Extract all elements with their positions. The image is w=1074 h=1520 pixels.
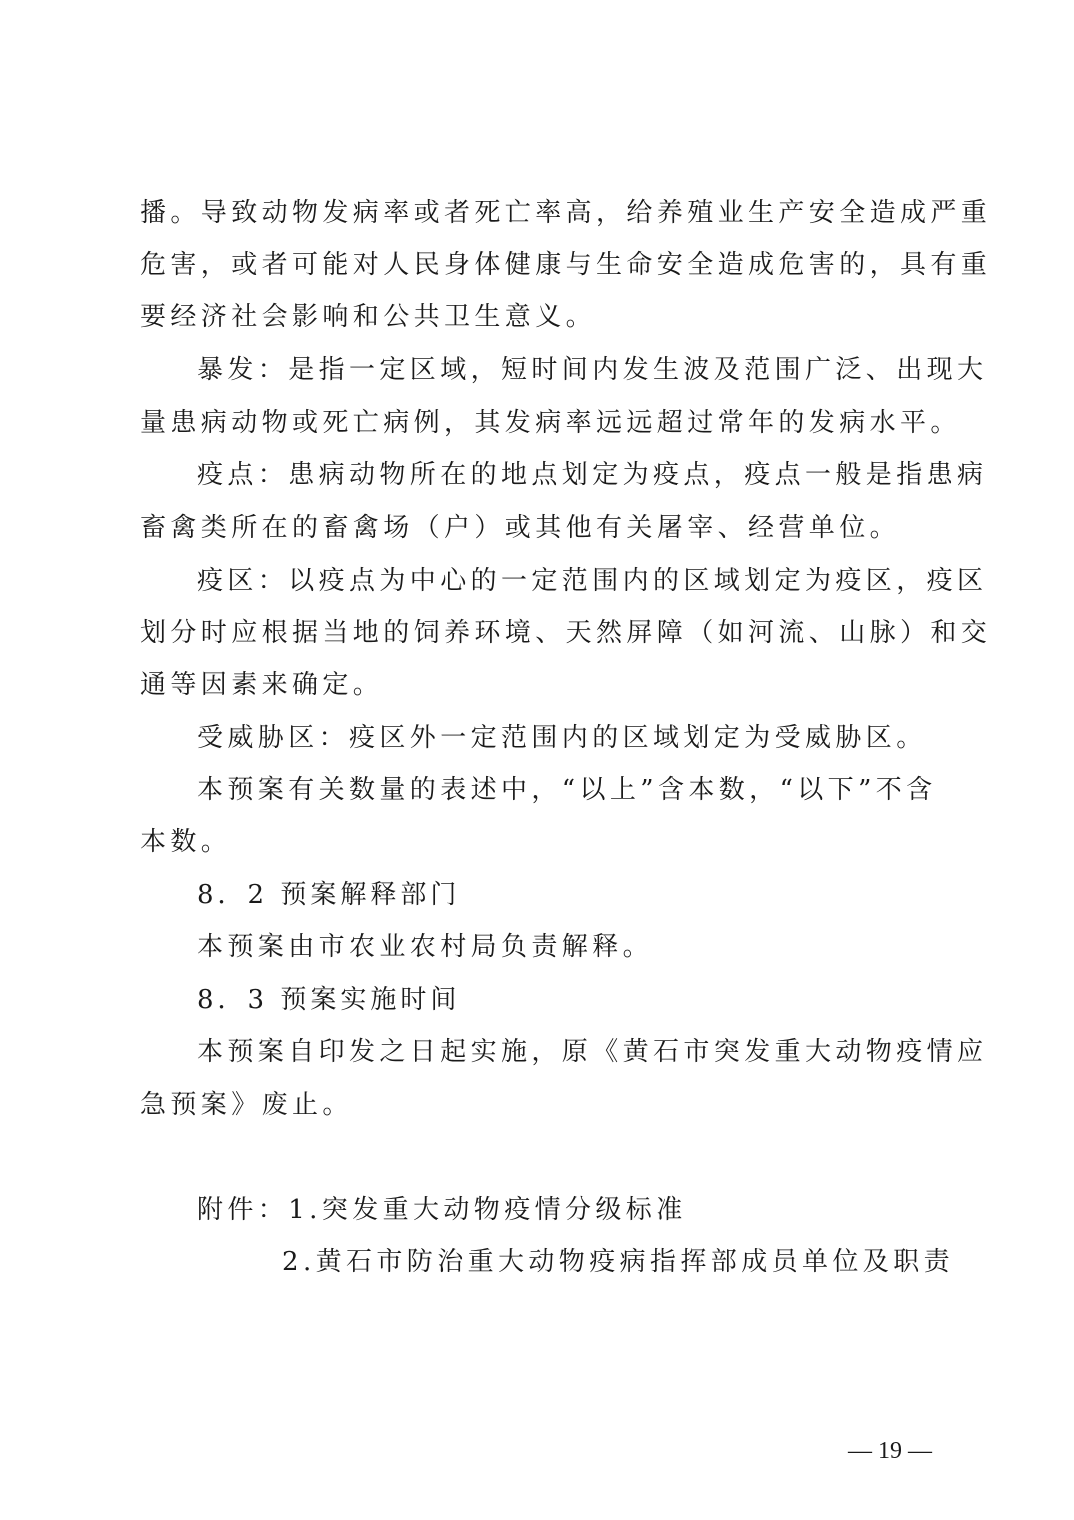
section-heading: 8．2 预案解释部门: [197, 880, 461, 910]
paragraph-line: 疫区：以疫点为中心的一定范围内的区域划定为疫区，疫区: [197, 566, 988, 596]
paragraph-line: 本预案由市农业农村局负责解释。: [197, 932, 654, 962]
paragraph-line: 危害，或者可能对人民身体健康与生命安全造成危害的，具有重: [140, 250, 992, 280]
paragraph-line: 通等因素来确定。: [140, 670, 384, 700]
paragraph-line: 畜禽类所在的畜禽场（户）或其他有关屠宰、经营单位。: [140, 513, 901, 543]
paragraph-line: 量患病动物或死亡病例，其发病率远远超过常年的发病水平。: [140, 408, 961, 438]
paragraph-line: 疫点：患病动物所在的地点划定为疫点，疫点一般是指患病: [197, 460, 988, 490]
attachment-line: 附件：1.突发重大动物疫情分级标准: [197, 1195, 687, 1225]
paragraph-line: 急预案》废止。: [140, 1090, 353, 1120]
paragraph-line: 本预案有关数量的表述中，“以上”含本数，“以下”不含: [197, 775, 937, 805]
paragraph-line: 划分时应根据当地的饲养环境、天然屏障（如河流、山脉）和交: [140, 618, 992, 648]
paragraph-line: 暴发：是指一定区域，短时间内发生波及范围广泛、出现大: [197, 355, 988, 385]
paragraph-line: 本数。: [140, 827, 232, 857]
page-number: — 19 —: [848, 1438, 932, 1464]
paragraph-line: 受威胁区：疫区外一定范围内的区域划定为受威胁区。: [197, 723, 927, 753]
paragraph-line: 要经济社会影响和公共卫生意义。: [140, 302, 597, 332]
paragraph-line: 本预案自印发之日起实施，原《黄石市突发重大动物疫情应: [197, 1037, 988, 1067]
section-heading: 8．3 预案实施时间: [197, 985, 461, 1015]
paragraph-line: 播。导致动物发病率或者死亡率高，给养殖业生产安全造成严重: [140, 198, 992, 228]
attachment-line: 2.黄石市防治重大动物疫病指挥部成员单位及职责: [282, 1247, 955, 1277]
